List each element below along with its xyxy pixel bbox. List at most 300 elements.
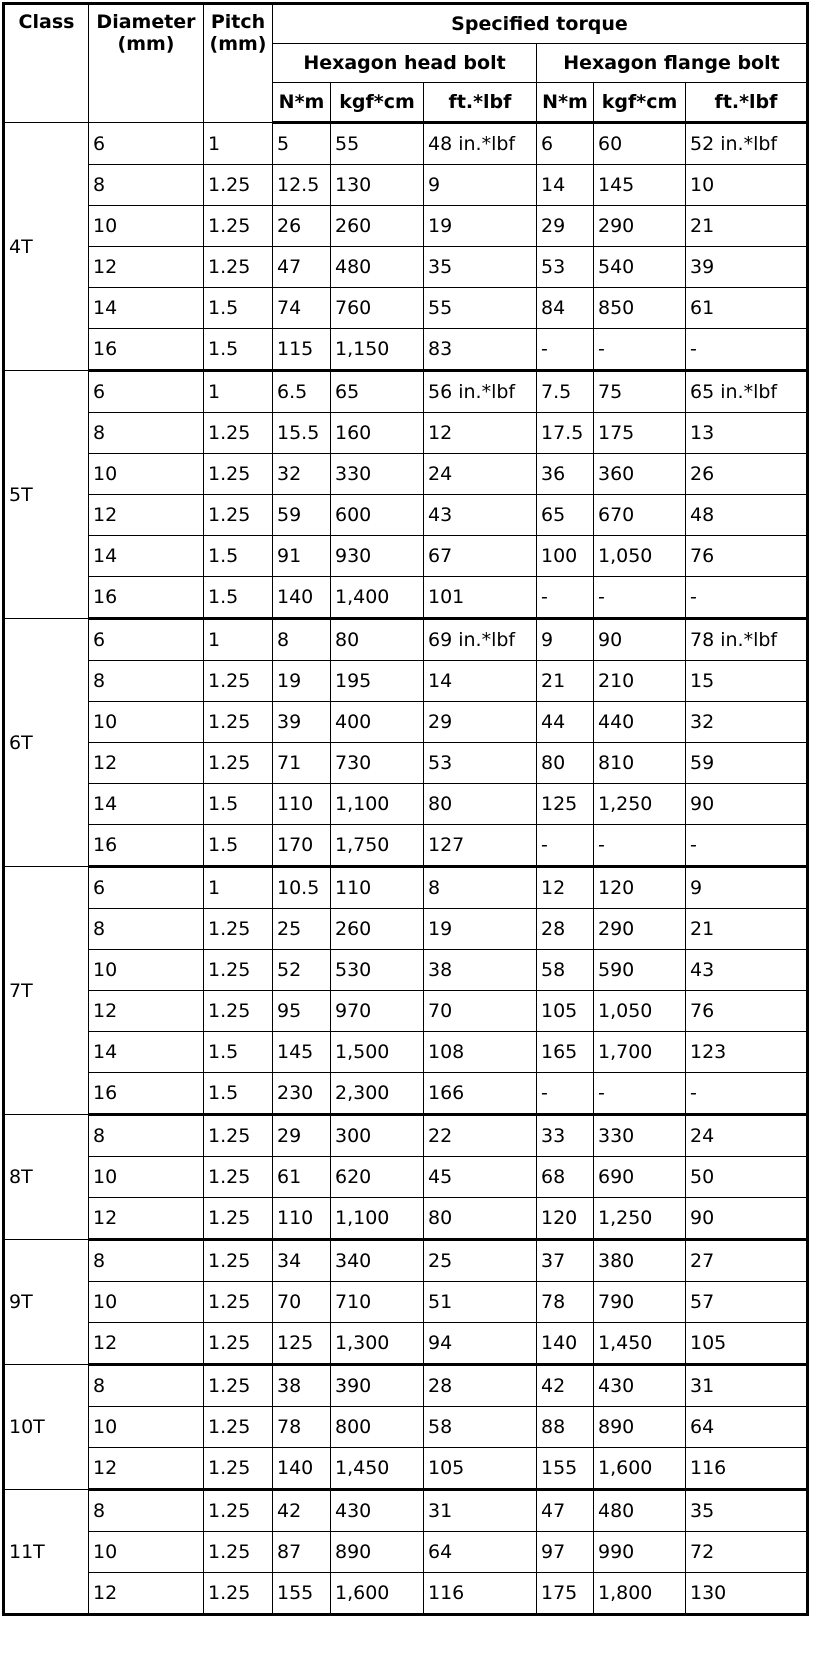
flange-ftlbf-cell: 65 in.*lbf — [686, 371, 808, 413]
class-group — [4, 1115, 808, 1240]
head-ftlbf-cell: 166 — [424, 1073, 537, 1115]
flange-kgfcm-cell: 430 — [594, 1365, 686, 1407]
flange-kgfcm-cell: 850 — [594, 288, 686, 329]
head-kgfcm-cell: 2,300 — [331, 1073, 424, 1115]
diameter-cell: 14 — [89, 784, 204, 825]
head-kgfcm-cell: 340 — [331, 1240, 424, 1282]
head-nm-cell: 115 — [273, 329, 331, 371]
head-ftlbf-cell: 8 — [424, 867, 537, 909]
flange-kgfcm-cell: 60 — [594, 123, 686, 165]
head-kgfcm-cell: 480 — [331, 247, 424, 288]
pitch-header-unit: (mm) — [209, 33, 267, 55]
flange-nm-cell: 47 — [537, 1490, 594, 1532]
head-nm-cell: 32 — [273, 454, 331, 495]
head-nm-cell: 140 — [273, 1448, 331, 1490]
flange-ftlbf-cell: 24 — [686, 1115, 808, 1157]
flange-nm-cell: 100 — [537, 536, 594, 577]
diameter-cell: 12 — [89, 991, 204, 1032]
flange-kgfcm-cell: 1,250 — [594, 784, 686, 825]
flange-kgfcm-cell: 75 — [594, 371, 686, 413]
flange-ftlbf-cell: 48 — [686, 495, 808, 536]
flange-kgfcm-cell: 670 — [594, 495, 686, 536]
flange-ftlbf-cell: 130 — [686, 1573, 808, 1615]
table-row — [4, 909, 808, 950]
head-nm-header: N*m — [273, 83, 331, 123]
head-nm-cell: 52 — [273, 950, 331, 991]
flange-nm-cell: 42 — [537, 1365, 594, 1407]
flange-ftlbf-cell: 35 — [686, 1490, 808, 1532]
flange-kgfcm-cell: 1,050 — [594, 536, 686, 577]
head-ftlbf-cell: 45 — [424, 1157, 537, 1198]
flange-nm-cell: 165 — [537, 1032, 594, 1073]
flange-ftlbf-cell: 59 — [686, 743, 808, 784]
head-kgfcm-cell: 300 — [331, 1115, 424, 1157]
head-kgfcm-cell: 330 — [331, 454, 424, 495]
hex-head-bolt-header: Hexagon head bolt — [273, 44, 537, 83]
flange-ftlbf-cell: 31 — [686, 1365, 808, 1407]
diameter-cell: 12 — [89, 1573, 204, 1615]
head-ftlbf-cell: 31 — [424, 1490, 537, 1532]
flange-ftlbf-cell: 76 — [686, 991, 808, 1032]
flange-ftlbf-cell: - — [686, 1073, 808, 1115]
flange-nm-cell: - — [537, 329, 594, 371]
flange-nm-cell: 68 — [537, 1157, 594, 1198]
flange-kgfcm-cell: 480 — [594, 1490, 686, 1532]
flange-nm-cell: 105 — [537, 991, 594, 1032]
flange-ftlbf-cell: 21 — [686, 206, 808, 247]
head-kgfcm-cell: 730 — [331, 743, 424, 784]
diameter-cell: 8 — [89, 413, 204, 454]
flange-kgfcm-cell: 590 — [594, 950, 686, 991]
flange-nm-cell: 120 — [537, 1198, 594, 1240]
flange-kgfcm-cell: 890 — [594, 1407, 686, 1448]
table-row — [4, 495, 808, 536]
table-row — [4, 165, 808, 206]
head-kgfcm-cell: 970 — [331, 991, 424, 1032]
pitch-cell: 1.25 — [204, 1365, 273, 1407]
table-row — [4, 206, 808, 247]
table-row — [4, 1573, 808, 1615]
head-kgfcm-cell: 430 — [331, 1490, 424, 1532]
head-ftlbf-cell: 35 — [424, 247, 537, 288]
table-row — [4, 825, 808, 867]
flange-ftlbf-header: ft.*lbf — [686, 83, 808, 123]
pitch-cell: 1.5 — [204, 825, 273, 867]
head-ftlbf-cell: 127 — [424, 825, 537, 867]
flange-nm-cell: - — [537, 825, 594, 867]
pitch-cell: 1.25 — [204, 1240, 273, 1282]
diameter-cell: 10 — [89, 206, 204, 247]
head-kgfcm-cell: 1,100 — [331, 784, 424, 825]
flange-ftlbf-cell: 39 — [686, 247, 808, 288]
flange-ftlbf-cell: 105 — [686, 1323, 808, 1365]
head-nm-cell: 145 — [273, 1032, 331, 1073]
pitch-cell: 1.5 — [204, 329, 273, 371]
pitch-cell: 1.5 — [204, 577, 273, 619]
diameter-cell: 16 — [89, 577, 204, 619]
flange-kgfcm-cell: 210 — [594, 661, 686, 702]
pitch-header-label: Pitch — [210, 11, 266, 33]
head-ftlbf-cell: 69 in.*lbf — [424, 619, 537, 661]
diameter-cell: 8 — [89, 909, 204, 950]
table-row — [4, 1490, 808, 1532]
flange-nm-cell: 7.5 — [537, 371, 594, 413]
diameter-cell: 16 — [89, 329, 204, 371]
flange-ftlbf-cell: 123 — [686, 1032, 808, 1073]
header-row-1 — [4, 4, 808, 44]
flange-nm-cell: 84 — [537, 288, 594, 329]
flange-nm-cell: - — [537, 577, 594, 619]
flange-nm-cell: 78 — [537, 1282, 594, 1323]
head-nm-cell: 47 — [273, 247, 331, 288]
flange-ftlbf-cell: - — [686, 329, 808, 371]
flange-kgfcm-cell: - — [594, 329, 686, 371]
pitch-cell: 1 — [204, 619, 273, 661]
head-nm-cell: 5 — [273, 123, 331, 165]
head-kgfcm-cell: 1,150 — [331, 329, 424, 371]
head-kgfcm-cell: 1,750 — [331, 825, 424, 867]
pitch-cell: 1.25 — [204, 1323, 273, 1365]
diameter-header-label: Diameter — [96, 11, 196, 33]
diameter-header-unit: (mm) — [117, 33, 175, 55]
head-kgfcm-cell: 710 — [331, 1282, 424, 1323]
diameter-cell: 6 — [89, 371, 204, 413]
head-ftlbf-cell: 14 — [424, 661, 537, 702]
flange-kgfcm-cell: 1,700 — [594, 1032, 686, 1073]
head-nm-cell: 74 — [273, 288, 331, 329]
head-ftlbf-cell: 25 — [424, 1240, 537, 1282]
head-kgfcm-cell: 110 — [331, 867, 424, 909]
flange-ftlbf-cell: 52 in.*lbf — [686, 123, 808, 165]
pitch-cell: 1.25 — [204, 1282, 273, 1323]
table-row — [4, 454, 808, 495]
head-nm-cell: 12.5 — [273, 165, 331, 206]
class-group — [4, 371, 808, 619]
head-kgfcm-cell: 260 — [331, 206, 424, 247]
diameter-cell: 14 — [89, 288, 204, 329]
hex-flange-bolt-header: Hexagon flange bolt — [537, 44, 808, 83]
head-ftlbf-cell: 56 in.*lbf — [424, 371, 537, 413]
diameter-cell: 10 — [89, 1157, 204, 1198]
flange-ftlbf-cell: 61 — [686, 288, 808, 329]
head-kgfcm-cell: 1,500 — [331, 1032, 424, 1073]
flange-nm-cell: 65 — [537, 495, 594, 536]
head-ftlbf-cell: 70 — [424, 991, 537, 1032]
table-row — [4, 1073, 808, 1115]
flange-nm-cell: 88 — [537, 1407, 594, 1448]
table-row — [4, 867, 808, 909]
head-nm-cell: 6.5 — [273, 371, 331, 413]
head-kgfcm-cell: 65 — [331, 371, 424, 413]
flange-kgfcm-cell: - — [594, 1073, 686, 1115]
pitch-cell: 1.25 — [204, 1407, 273, 1448]
head-kgfcm-cell: 890 — [331, 1532, 424, 1573]
flange-kgfcm-cell: - — [594, 577, 686, 619]
head-kgfcm-cell: 130 — [331, 165, 424, 206]
head-ftlbf-cell: 101 — [424, 577, 537, 619]
head-nm-cell: 110 — [273, 1198, 331, 1240]
flange-kgfcm-cell: 330 — [594, 1115, 686, 1157]
class-cell: 9T — [4, 1240, 89, 1365]
head-kgfcm-cell: 1,600 — [331, 1573, 424, 1615]
flange-ftlbf-cell: - — [686, 825, 808, 867]
head-kgfcm-cell: 1,400 — [331, 577, 424, 619]
head-ftlbf-cell: 29 — [424, 702, 537, 743]
flange-ftlbf-cell: 10 — [686, 165, 808, 206]
pitch-cell: 1.25 — [204, 743, 273, 784]
specified-torque-header: Specified torque — [273, 4, 808, 44]
head-kgfcm-cell: 760 — [331, 288, 424, 329]
pitch-cell: 1 — [204, 867, 273, 909]
class-cell: 6T — [4, 619, 89, 867]
flange-kgfcm-cell: 90 — [594, 619, 686, 661]
flange-ftlbf-cell: 90 — [686, 784, 808, 825]
flange-nm-cell: 97 — [537, 1532, 594, 1573]
pitch-cell: 1.25 — [204, 661, 273, 702]
table-row — [4, 247, 808, 288]
flange-nm-cell: 33 — [537, 1115, 594, 1157]
diameter-cell: 6 — [89, 619, 204, 661]
pitch-cell: 1.25 — [204, 454, 273, 495]
diameter-header — [89, 4, 204, 123]
head-ftlbf-cell: 55 — [424, 288, 537, 329]
flange-kgfcm-cell: 440 — [594, 702, 686, 743]
head-nm-cell: 155 — [273, 1573, 331, 1615]
table-row — [4, 1157, 808, 1198]
flange-ftlbf-cell: 15 — [686, 661, 808, 702]
flange-ftlbf-cell: 78 in.*lbf — [686, 619, 808, 661]
table-row — [4, 743, 808, 784]
head-ftlbf-cell: 24 — [424, 454, 537, 495]
flange-kgfcm-cell: 1,250 — [594, 1198, 686, 1240]
flange-kgfcm-cell: 145 — [594, 165, 686, 206]
head-ftlbf-cell: 83 — [424, 329, 537, 371]
table-row — [4, 123, 808, 165]
class-cell: 7T — [4, 867, 89, 1115]
flange-kgfcm-cell: 810 — [594, 743, 686, 784]
flange-nm-cell: 140 — [537, 1323, 594, 1365]
head-nm-cell: 26 — [273, 206, 331, 247]
diameter-cell: 10 — [89, 1282, 204, 1323]
head-ftlbf-cell: 80 — [424, 1198, 537, 1240]
pitch-cell: 1.25 — [204, 950, 273, 991]
diameter-cell: 12 — [89, 495, 204, 536]
pitch-cell: 1.5 — [204, 536, 273, 577]
diameter-cell: 6 — [89, 123, 204, 165]
diameter-cell: 12 — [89, 247, 204, 288]
flange-kgfcm-cell: 1,600 — [594, 1448, 686, 1490]
head-ftlbf-cell: 105 — [424, 1448, 537, 1490]
pitch-cell: 1.25 — [204, 165, 273, 206]
pitch-cell: 1.25 — [204, 702, 273, 743]
flange-nm-cell: 28 — [537, 909, 594, 950]
table-row — [4, 1323, 808, 1365]
pitch-cell: 1.25 — [204, 1198, 273, 1240]
flange-nm-cell: 36 — [537, 454, 594, 495]
head-ftlbf-cell: 94 — [424, 1323, 537, 1365]
pitch-cell: 1.25 — [204, 1157, 273, 1198]
head-ftlbf-cell: 22 — [424, 1115, 537, 1157]
diameter-cell: 12 — [89, 1323, 204, 1365]
class-cell: 5T — [4, 371, 89, 619]
table-header — [4, 4, 808, 123]
flange-kgfcm-cell: 175 — [594, 413, 686, 454]
head-nm-cell: 95 — [273, 991, 331, 1032]
diameter-cell: 6 — [89, 867, 204, 909]
table-row — [4, 1448, 808, 1490]
table-row — [4, 950, 808, 991]
table-row — [4, 661, 808, 702]
pitch-cell: 1.25 — [204, 206, 273, 247]
class-cell: 4T — [4, 123, 89, 371]
pitch-cell: 1.25 — [204, 413, 273, 454]
flange-ftlbf-cell: 9 — [686, 867, 808, 909]
head-kgfcm-cell: 600 — [331, 495, 424, 536]
head-nm-cell: 39 — [273, 702, 331, 743]
pitch-cell: 1 — [204, 371, 273, 413]
diameter-cell: 8 — [89, 1365, 204, 1407]
pitch-cell: 1.25 — [204, 1490, 273, 1532]
flange-kgfcm-cell: 990 — [594, 1532, 686, 1573]
head-kgfcm-cell: 930 — [331, 536, 424, 577]
flange-kgfcm-cell: 120 — [594, 867, 686, 909]
table-row — [4, 371, 808, 413]
class-group — [4, 1240, 808, 1365]
class-group — [4, 867, 808, 1115]
head-ftlbf-cell: 19 — [424, 909, 537, 950]
head-kgfcm-cell: 55 — [331, 123, 424, 165]
class-cell: 11T — [4, 1490, 89, 1615]
head-nm-cell: 110 — [273, 784, 331, 825]
head-ftlbf-cell: 58 — [424, 1407, 537, 1448]
head-kgfcm-cell: 80 — [331, 619, 424, 661]
pitch-cell: 1.25 — [204, 1115, 273, 1157]
head-kgfcm-cell: 195 — [331, 661, 424, 702]
flange-nm-cell: 37 — [537, 1240, 594, 1282]
flange-nm-cell: 12 — [537, 867, 594, 909]
pitch-cell: 1.25 — [204, 991, 273, 1032]
diameter-cell: 10 — [89, 702, 204, 743]
table-row — [4, 1365, 808, 1407]
pitch-cell: 1.25 — [204, 495, 273, 536]
table-row — [4, 1240, 808, 1282]
diameter-cell: 8 — [89, 661, 204, 702]
pitch-cell: 1.5 — [204, 1073, 273, 1115]
diameter-cell: 14 — [89, 536, 204, 577]
head-ftlbf-header: ft.*lbf — [424, 83, 537, 123]
flange-kgfcm-cell: 1,800 — [594, 1573, 686, 1615]
head-nm-cell: 170 — [273, 825, 331, 867]
head-nm-cell: 70 — [273, 1282, 331, 1323]
flange-kgfcm-cell: 690 — [594, 1157, 686, 1198]
head-kgfcm-cell: 1,300 — [331, 1323, 424, 1365]
class-cell: 10T — [4, 1365, 89, 1490]
pitch-cell: 1.5 — [204, 288, 273, 329]
table-row — [4, 288, 808, 329]
flange-nm-cell: 21 — [537, 661, 594, 702]
head-kgfcm-cell: 160 — [331, 413, 424, 454]
flange-ftlbf-cell: 32 — [686, 702, 808, 743]
head-ftlbf-cell: 116 — [424, 1573, 537, 1615]
table-row — [4, 1032, 808, 1073]
flange-nm-cell: 6 — [537, 123, 594, 165]
torque-spec-table — [2, 2, 809, 1616]
flange-ftlbf-cell: - — [686, 577, 808, 619]
diameter-cell: 12 — [89, 1198, 204, 1240]
flange-ftlbf-cell: 64 — [686, 1407, 808, 1448]
head-ftlbf-cell: 19 — [424, 206, 537, 247]
head-kgfcm-cell: 400 — [331, 702, 424, 743]
flange-nm-cell: 17.5 — [537, 413, 594, 454]
pitch-cell: 1 — [204, 123, 273, 165]
flange-ftlbf-cell: 21 — [686, 909, 808, 950]
class-cell: 8T — [4, 1115, 89, 1240]
table-row — [4, 1407, 808, 1448]
flange-nm-cell: - — [537, 1073, 594, 1115]
head-nm-cell: 71 — [273, 743, 331, 784]
pitch-cell: 1.25 — [204, 1532, 273, 1573]
head-nm-cell: 78 — [273, 1407, 331, 1448]
head-nm-cell: 125 — [273, 1323, 331, 1365]
pitch-cell: 1.5 — [204, 1032, 273, 1073]
head-nm-cell: 87 — [273, 1532, 331, 1573]
flange-ftlbf-cell: 26 — [686, 454, 808, 495]
head-kgfcm-cell: 620 — [331, 1157, 424, 1198]
head-kgfcm-header: kgf*cm — [331, 83, 424, 123]
flange-nm-header: N*m — [537, 83, 594, 123]
diameter-cell: 8 — [89, 1115, 204, 1157]
diameter-cell: 10 — [89, 1532, 204, 1573]
diameter-cell: 16 — [89, 825, 204, 867]
flange-kgfcm-cell: 360 — [594, 454, 686, 495]
flange-nm-cell: 9 — [537, 619, 594, 661]
head-ftlbf-cell: 38 — [424, 950, 537, 991]
head-ftlbf-cell: 108 — [424, 1032, 537, 1073]
table-row — [4, 413, 808, 454]
table-row — [4, 536, 808, 577]
head-nm-cell: 25 — [273, 909, 331, 950]
diameter-cell: 8 — [89, 165, 204, 206]
flange-kgfcm-cell: 790 — [594, 1282, 686, 1323]
diameter-cell: 14 — [89, 1032, 204, 1073]
flange-kgfcm-cell: 1,450 — [594, 1323, 686, 1365]
table-row — [4, 577, 808, 619]
head-nm-cell: 19 — [273, 661, 331, 702]
diameter-cell: 16 — [89, 1073, 204, 1115]
flange-nm-cell: 80 — [537, 743, 594, 784]
head-kgfcm-cell: 260 — [331, 909, 424, 950]
pitch-cell: 1.5 — [204, 784, 273, 825]
diameter-cell: 12 — [89, 743, 204, 784]
head-ftlbf-cell: 67 — [424, 536, 537, 577]
pitch-cell: 1.25 — [204, 1448, 273, 1490]
pitch-cell: 1.25 — [204, 1573, 273, 1615]
class-group — [4, 123, 808, 371]
head-nm-cell: 230 — [273, 1073, 331, 1115]
head-nm-cell: 38 — [273, 1365, 331, 1407]
diameter-cell: 8 — [89, 1490, 204, 1532]
head-nm-cell: 42 — [273, 1490, 331, 1532]
head-ftlbf-cell: 43 — [424, 495, 537, 536]
head-kgfcm-cell: 1,450 — [331, 1448, 424, 1490]
diameter-cell: 10 — [89, 454, 204, 495]
pitch-cell: 1.25 — [204, 909, 273, 950]
flange-nm-cell: 53 — [537, 247, 594, 288]
diameter-cell: 8 — [89, 1240, 204, 1282]
diameter-cell: 12 — [89, 1448, 204, 1490]
flange-ftlbf-cell: 13 — [686, 413, 808, 454]
flange-nm-cell: 155 — [537, 1448, 594, 1490]
